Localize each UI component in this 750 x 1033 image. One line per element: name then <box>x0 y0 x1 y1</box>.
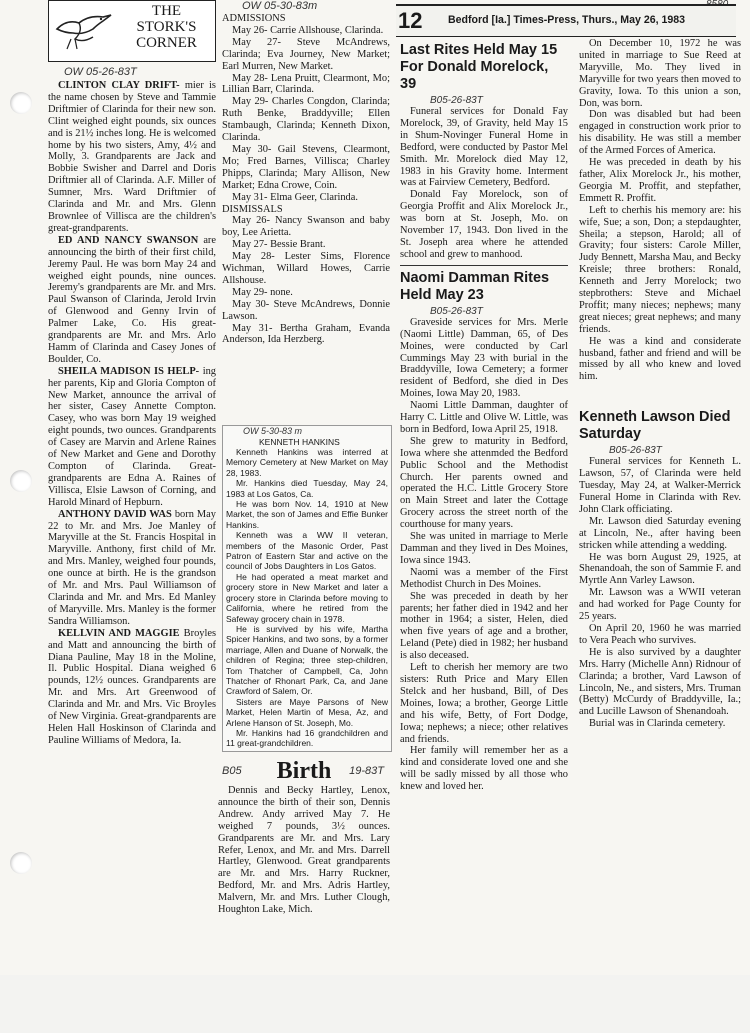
morelock-paragraph: Donald Fay Morelock, son of Georgia Proffit and Alix Morelock Jr., was born at St. Joseph, Mo. on November 17, 1943. Don lived in the St. Joseph area where he attended school and grew to manhood. <box>400 189 568 260</box>
birth-header <box>218 757 390 785</box>
handwritten-date: OW 05-26-83T <box>64 66 137 78</box>
damman-paragraph: Naomi Little Damman, daughter of Harry C. Little and Olive W. Little, was born in Bedford, Iowa April 25, 1918. <box>400 400 568 435</box>
morelock-heading: Last Rites Held May 15 For Donald Morelock, 39 <box>400 42 558 92</box>
announcement-lead: SHEILA MADISON IS HELP- <box>58 365 200 377</box>
lawson-paragraph: He is also survived by a daughter Mrs. Harry (Michelle Ann) Ridnour of Clarinda; a brother, Vard Lawson of Lincoln, Ne., and sisters, Mrs. Truman (Betty) McCurdy of Braddyville, Ia.; and Lucille Lawson of Shenandoah. <box>579 646 741 718</box>
damman-paragraph: Her family will remember her as a kind and considerate loved one and she will be sadly missed by all those who knew and loved her. <box>400 745 568 793</box>
admission-entry: May 30- Gail Stevens, Clearmont, Mo; Fred Barnes, Villisca; Charley Phipps, Clarinda; Mary Allison, New Market; Edna Crowe, Coin. <box>222 143 390 191</box>
announcement-lead: ANTHONY DAVID WAS <box>58 508 172 520</box>
admissions-heading: ADMISSIONS <box>222 13 286 24</box>
admission-entry: May 29- Charles Congdon, Clarinda; Ruth Benke, Braddyville; Ellen Stambaugh, Clarinda; Kenneth Dixon, Clarinda. <box>222 96 390 144</box>
dismissal-entry: May 30- Steve McAndrews, Donnie Lawson. <box>222 298 390 322</box>
announcement-lead: CLINTON CLAY DRIFT- <box>58 80 180 91</box>
birth-stamp-right: 19-83T <box>349 765 384 777</box>
lawson-paragraph: Mr. Lawson was a WWII veteran and had worked for Page County for 25 years. <box>579 587 741 623</box>
spacer <box>579 383 741 405</box>
dismissals-heading: DISMISSALS <box>222 203 283 215</box>
announcement-text: born May 22 to Mr. and Mrs. Joe Manley of Maryville at the St. Francis Hospital in Maryville. Anthony, first child of Mr. and Mrs. Manley, weighed four pounds, one ounce at birth. He is the grandson of Mr. and Mrs. Paul Williamson of Clarinda and Mr. and Mrs. Ed Manley of Maryville. Mrs. Manley is the former Sandra Williamson. <box>48 508 216 627</box>
hankins-paragraph: Mr. Hankins died Tuesday, May 24, 1983 at Los Gatos, Ca. <box>226 478 388 499</box>
title-line: THE <box>151 3 182 19</box>
damman-paragraph: Left to cherish her memory are two sisters: Ruth Price and Mary Ellen Stelck and her husband, Bill, of Des Moines, Iowa; a brother, George Little and his wife, Betty, of Fort Dodge, Iowa; nephews; a niece; other relatives and friends. <box>400 662 568 745</box>
hankins-paragraph: He is survived by his wife, Martha Spicer Hankins, and two sons, by a former marriage, Allen and Duane of Norwalk, the children of Regina; three step-children, Tom Thatcher of Campbell, Ca, John Thatcher of Rhonart Park, Ca, and Jane Crawford of Salem, Or. <box>226 623 388 697</box>
obituaries-column-left <box>400 38 568 958</box>
obituaries-column-right <box>579 38 741 958</box>
damman-body <box>400 317 568 793</box>
storks-corner-title <box>119 3 214 51</box>
lawson-body <box>579 456 741 730</box>
hankins-obituary <box>222 425 392 752</box>
announcement-lead: ED AND NANCY SWANSON <box>58 234 199 246</box>
birth-stamp-left: B05 <box>222 765 242 777</box>
handwritten-date: OW 05-30-83m <box>242 0 318 12</box>
birth-text: Dennis and Becky Hartley, Lenox, announce the birth of their son, Dennis Andrew. Andy arrived May 7. He weighed 7 pounds, 3½ ounces. Grandparents are Mr. and Mrs. Lary Refer, Lenox, and Mr. and Mrs. Darrell Hartley, Glenwood. Great grandparents are Mr. and Mrs. Harry Ruckner, Bedford, Mr. and Mrs. Adris Hartley, Malvern, Mr. and Mrs. Luther Clough, Houghton Lake, Mich. <box>218 785 390 916</box>
newspaper-header <box>396 4 736 37</box>
lawson-stamp: B05-26-83T <box>609 445 662 457</box>
admission-entry: May 28- Lena Pruitt, Clearmont, Mo; Lillian Barr, Clarinda. <box>222 72 390 96</box>
damman-paragraph: Graveside services for Mrs. Merle (Naomi Little) Damman, 65, of Des Moines, were conducted by Carl Cummings May 23 with burial in the Braddyville, Iowa Cemetery; a former resident of Bedford, she died in Des Moines, Iowa May 20, 1983. <box>400 316 568 400</box>
newspaper-dateline: Bedford [Ia.] Times-Press, Thurs., May 26, 1983 <box>448 14 686 26</box>
morelock-body <box>400 106 568 261</box>
dismissal-entry: May 31- Bertha Graham, Evanda Anderson, Ida Herzberg. <box>222 322 390 346</box>
birth-announcement <box>48 80 216 235</box>
title-line: CORNER <box>136 35 197 51</box>
announcement-text: Broyles and Matt and announcing the birth of Diana Pauline, May 18 in the Moline, Il. Public Hospital. Diana weighed 6 pounds, 12½ ounces. Grandparents are Mr. and Mrs. Art Greenwood of Clarinda and Mr. and Mrs. Vic Broyles of New Virginia. Great-grandparents are Helen Hall Hoskinson of Clarinda and Pauline Williams of Medora, Ia. <box>48 627 216 746</box>
birth-announcement <box>48 509 216 628</box>
page-number: 12 <box>398 8 423 33</box>
divider <box>400 265 568 266</box>
lawson-paragraph: On April 20, 1960 he was married to Vera Peach who survives. <box>579 622 741 646</box>
birth-announcement <box>48 628 216 747</box>
morelock-stamp: B05-26-83T <box>430 95 483 106</box>
admission-entry: May 27- Steve McAndrews, Clarinda; Eva Journey, New Market; Earl Murren, New Market. <box>222 36 390 72</box>
lawson-paragraph: Mr. Lawson died Saturday evening at Lincoln, Ne., after having been stricken while attending a wedding. <box>579 515 741 551</box>
hankins-paragraph: Sisters are Maye Parsons of New Market, Helen Martin of Mesa, Az, and Arlene Hanson of St. Joseph, Mo. <box>226 696 388 728</box>
hankins-heading: KENNETH HANKINS <box>259 437 340 447</box>
hankins-paragraph: Kenneth was a WW II veteran, members of the Masonic Order, Past Patron of Eastern Star and active on the council of Jobs Daughters in Los Gatos. <box>226 530 388 572</box>
binder-hole <box>10 92 32 114</box>
admission-entry: May 26- Carrie Allshouse, Clarinda. <box>232 24 384 36</box>
hankins-paragraph: Kenneth Hankins was interred at Memory Cemetery at New Market on May 28, 1983. <box>226 447 388 478</box>
lawson-paragraph: He was born August 29, 1925, at Shenandoah, the son of Sammie F. and Myrtle Ann Varley Lawson. <box>579 551 741 587</box>
admissions-list <box>222 25 390 204</box>
lawson-heading: Kenneth Lawson Died Saturday <box>579 409 731 443</box>
dismissals-list <box>222 215 390 346</box>
announcement-text: mier is the name chosen by Steve and Tammie Driftmier of Clarinda for their new son. Clint weighed eight pounds, six ounces and is 21½ inches long. He is welcomed home by his two sisters, Amy, 4½ and Molly, 3. Grandparents are Jack and Bobbie Swisher and Darrel and Doris Driftmier all of Clarinda. A.F. Miller of Sumner, Mrs. Ward Driftmier of Clarinda and Mr. and Mrs. Glenn Brownlee of Villisca are the children's great-grandparents. <box>48 80 216 234</box>
dismissal-entry: May 28- Lester Sims, Florence Wichman, Willard Howes, Carrie Allshouse. <box>222 251 390 286</box>
dismissal-entry: May 26- Nancy Swanson and baby boy, Lee Arietta. <box>222 215 390 239</box>
morelock-paragraph: Don was disabled but had been engaged in construction work prior to his disability. He was still a member of the Armed Forces of America. <box>579 109 741 157</box>
title-line: STORK'S <box>136 19 197 35</box>
birth-announcement <box>48 235 216 366</box>
morelock-paragraph: Left to cherhis his memory are: his wife, Sue; a son, Don; a stepdaughter, Sheila; a stepson, Harold; all of Gravity; four sisters: Carole Miller, Judy Bennett, Marsha Mau, and Becky Kreisle; three brothers: Ronald, Kenneth and Jerry Morelock; two stepbrothers: Steve and Michael Proffit; many nieces; nephews; many great nieces; great nephews; and many friends. <box>579 204 741 335</box>
binder-hole <box>10 852 32 874</box>
morelock-body-continued <box>579 38 741 383</box>
dismissal-entry: May 29- none. <box>232 286 293 298</box>
announcement-text: ing her parents, Kip and Gloria Compton of New Market, announce the arrival of her sister, Casey Annette Compton. Casey, who was born May 19 weighed eight pounds, two ounces. Grandparents of Casey are Marvin and Arlene Raines of New Market and Gene and Dorothy Compton of Clarinda. Great-grandparents are Edna A. Raines of Villisca, Elsie Lawson of Corning, and Harold Minard of Hepburn. <box>48 365 216 508</box>
damman-paragraph: Naomi was a member of the First Methodist Church in Des Moines. <box>400 566 568 590</box>
birth-announcements <box>48 80 216 747</box>
hankins-paragraph: Mr. Hankins had 16 grandchildren and 11 great-grandchildren. <box>226 727 388 749</box>
morelock-paragraph: He was preceded in death by his father, Alix Morelock Jr., his mother, Georgia M. Proffit, and stepfather, Emmett R. Proffit. <box>579 157 741 204</box>
storks-corner-column <box>48 0 216 920</box>
lawson-paragraph: Funeral services for Kenneth L. Lawson, 57, of Clarinda were held Tuesday, May 24, at Walker-Merrick Funeral Home in Clarinda with Rev. John Clark officiating. <box>579 456 741 515</box>
dismissal-entry: May 27- Bessie Brant. <box>232 239 326 251</box>
hankins-paragraph: He had operated a meat market and grocery store in New Market and later a grocery store in Clarinda before moving to California, where he retired from the Safeway grocery chain in 1978. <box>226 571 388 624</box>
damman-paragraph: She was united in marriage to Merle Damman and they lived in Des Moines, Iowa since 1943. <box>400 531 568 566</box>
damman-stamp: B05-26-83T <box>430 305 483 317</box>
morelock-paragraph: On December 10, 1972 he was united in marriage to Sue Reed at Maryville, Mo. They lived in Maryville for two years then moved to Gravity, Iowa. To this union a son, Don, was born. <box>579 38 741 109</box>
hospital-notes-column <box>222 0 390 425</box>
birth-notice <box>218 757 390 962</box>
hankins-paragraph: He was born Nov. 14, 1910 at New Market, the son of James and Effie Bunker Hankins. <box>226 499 388 530</box>
damman-paragraph: She was preceded in death by her parents; her father died in 1942 and her mother in 1964; a sister, Helen, died when five years of age and a brother, Leland (Pete) died in 1982; her husband is also deceased. <box>400 590 568 662</box>
hankins-body <box>223 447 391 749</box>
storks-corner-logo <box>48 0 216 62</box>
birth-announcement <box>48 366 216 509</box>
binder-hole <box>10 470 32 492</box>
damman-paragraph: She grew to maturity in Bedford, Iowa where she attenmded the Bedford Public School and the Methodist Church. Her parents owned and operated the H.C. Little Grocery Store on Main Street and later the Cottage Grocery across the street north of the courthouse for many years. <box>400 435 568 531</box>
stork-icon <box>53 9 115 53</box>
admission-entry: May 31- Elma Geer, Clarinda. <box>232 191 358 203</box>
morelock-paragraph: Funeral services for Donald Fay Morelock, 39, of Gravity, held May 15 in Shum-Novinger Funeral Home in Bedford, were conducted by Pastor Mel Smith. Mr. Morelock died May 12, 1983 in his Gravity home. Interment was at Fairview Cemetery, Bedford. <box>400 106 568 189</box>
handwritten-date: OW 5-30-83 m <box>243 426 303 436</box>
morelock-paragraph: He was a kind and considerate husband, father and friend and will be missed by all who knew and loved him. <box>579 335 741 383</box>
birth-heading: Birth <box>276 758 332 784</box>
lawson-paragraph: Burial was in Clarinda cemetery. <box>589 718 726 730</box>
announcement-lead: KELLVIN AND MAGGIE <box>58 627 180 639</box>
damman-heading: Naomi Damman Rites Held May 23 <box>400 269 550 303</box>
announcement-text: are announcing the birth of their first child, Jeremy Paul. He was born May 24 and weighed eight pounds, nine ounces. Jeremy's grandparents are Mr. and Mrs. Paul Swanson of Clarinda, Jerold Irvin of Glenwood and Genny Irvin of Palmer Lake, Co. His great-grandparents are Mr. and Mrs. Arlo Hamm of Clarinda and Casey Jones of Boulder, Co. <box>48 234 216 365</box>
